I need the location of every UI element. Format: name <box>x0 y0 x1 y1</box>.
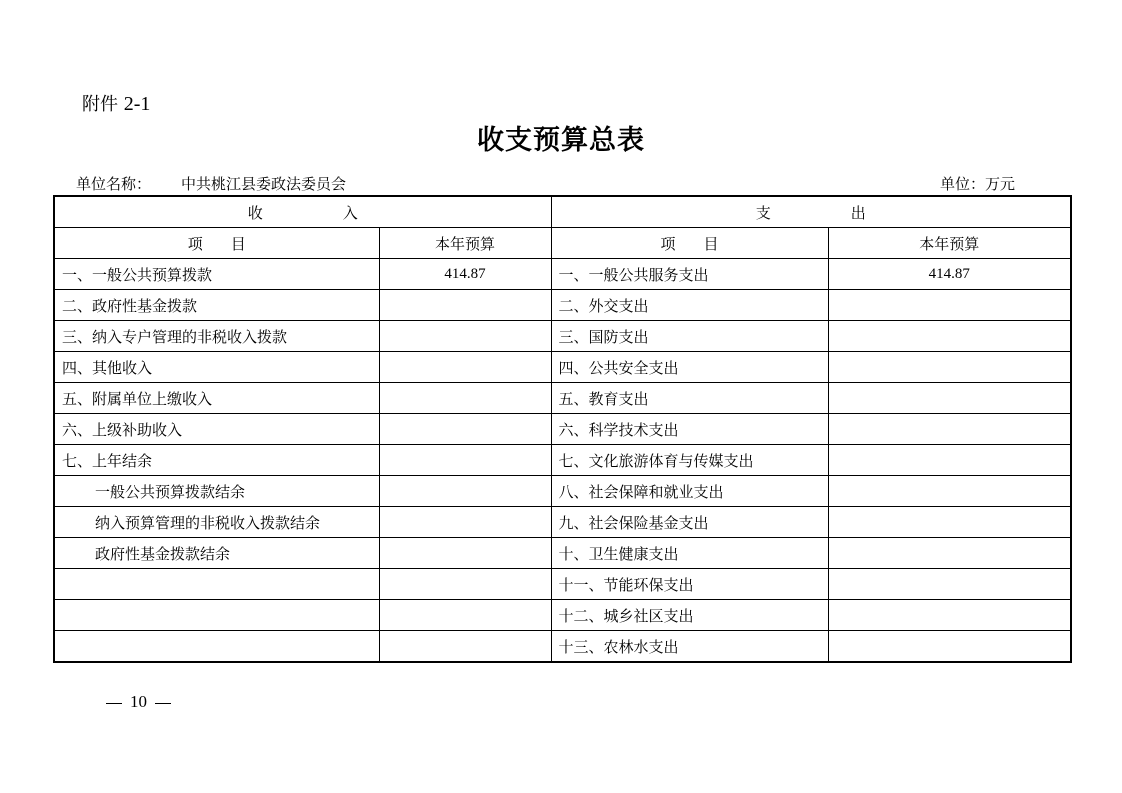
table-row <box>54 600 1071 631</box>
expense-amount-cell <box>828 631 1071 663</box>
expense-group-char-1: 支 <box>755 203 771 222</box>
income-amount-cell <box>379 507 551 538</box>
income-item-cell: 五、附属单位上缴收入 <box>54 383 379 414</box>
income-item-cell: 二、政府性基金拨款 <box>54 290 379 321</box>
table-row <box>54 507 1071 538</box>
income-amount-cell <box>379 321 551 352</box>
table-row <box>54 445 1071 476</box>
table-row <box>54 569 1071 600</box>
income-item-header-char-1: 项 <box>187 234 203 253</box>
expense-group-header <box>551 196 1071 228</box>
income-item-cell <box>54 631 379 663</box>
income-item-cell: 六、上级补助收入 <box>54 414 379 445</box>
table-row <box>54 414 1071 445</box>
expense-amount-cell <box>828 414 1071 445</box>
expense-amount-cell <box>828 476 1071 507</box>
expense-amount-cell <box>828 321 1071 352</box>
income-item-cell: 政府性基金拨款结余 <box>54 538 379 569</box>
expense-item-cell: 一、一般公共服务支出 <box>551 259 828 290</box>
expense-item-header <box>551 228 828 259</box>
income-amount-cell <box>379 476 551 507</box>
unit-name-value: 中共桃江县委政法委员会 <box>181 175 347 193</box>
expense-item-cell: 九、社会保险基金支出 <box>551 507 828 538</box>
group-header-row <box>54 196 1071 228</box>
table-row <box>54 352 1071 383</box>
income-amount-cell <box>379 538 551 569</box>
page-number <box>98 692 179 712</box>
income-item-cell: 七、上年结余 <box>54 445 379 476</box>
table-row <box>54 321 1071 352</box>
income-amount-header: 本年预算 <box>379 228 551 259</box>
income-item-cell: 一、一般公共预算拨款 <box>54 259 379 290</box>
column-header-row <box>54 228 1071 259</box>
income-amount-cell <box>379 631 551 663</box>
expense-item-cell: 三、国防支出 <box>551 321 828 352</box>
expense-item-header-char-2: 目 <box>703 234 719 253</box>
income-item-header <box>54 228 379 259</box>
attachment-label-text: 附件 <box>82 94 118 115</box>
income-group-char-1: 收 <box>247 203 263 222</box>
income-amount-cell <box>379 352 551 383</box>
expense-amount-cell <box>828 352 1071 383</box>
income-group-char-2: 入 <box>342 203 358 222</box>
income-item-header-char-2: 目 <box>230 234 246 253</box>
table-row <box>54 538 1071 569</box>
expense-item-cell: 十三、农林水支出 <box>551 631 828 663</box>
expense-item-cell: 六、科学技术支出 <box>551 414 828 445</box>
income-item-cell: 纳入预算管理的非税收入拨款结余 <box>54 507 379 538</box>
expense-item-cell: 十二、城乡社区支出 <box>551 600 828 631</box>
unit-name-label: 单位名称： <box>76 175 152 193</box>
income-item-cell: 四、其他收入 <box>54 352 379 383</box>
expense-amount-cell <box>828 445 1071 476</box>
expense-amount-cell <box>828 290 1071 321</box>
attachment-number: 2-1 <box>123 93 151 115</box>
income-group-header <box>54 196 551 228</box>
table-row <box>54 290 1071 321</box>
expense-amount-cell <box>828 507 1071 538</box>
income-amount-cell <box>379 600 551 631</box>
expense-item-cell: 七、文化旅游体育与传媒支出 <box>551 445 828 476</box>
income-item-cell <box>54 600 379 631</box>
income-item-cell: 一般公共预算拨款结余 <box>54 476 379 507</box>
table-row <box>54 259 1071 290</box>
expense-amount-cell <box>828 569 1071 600</box>
expense-amount-header: 本年预算 <box>828 228 1071 259</box>
income-item-cell: 三、纳入专户管理的非税收入拨款 <box>54 321 379 352</box>
income-amount-cell <box>379 414 551 445</box>
expense-item-cell: 八、社会保障和就业支出 <box>551 476 828 507</box>
page-dash-right <box>155 703 171 704</box>
income-amount-cell <box>379 290 551 321</box>
income-amount-cell: 414.87 <box>379 259 551 290</box>
expense-item-cell: 十一、节能环保支出 <box>551 569 828 600</box>
expense-amount-cell <box>828 538 1071 569</box>
expense-item-header-char-1: 项 <box>660 234 676 253</box>
expense-group-char-2: 出 <box>850 203 866 222</box>
page-number-value: 10 <box>130 692 147 711</box>
income-amount-cell <box>379 569 551 600</box>
unit-label: 单位：万元 <box>940 175 1016 193</box>
attachment-label <box>82 90 150 116</box>
expense-amount-cell <box>828 600 1071 631</box>
table-row <box>54 476 1071 507</box>
expense-amount-cell <box>828 383 1071 414</box>
expense-amount-cell: 414.87 <box>828 259 1071 290</box>
expense-item-cell: 四、公共安全支出 <box>551 352 828 383</box>
unit-name-line <box>76 173 346 194</box>
expense-item-cell: 二、外交支出 <box>551 290 828 321</box>
income-amount-cell <box>379 383 551 414</box>
budget-summary-table <box>53 195 1072 663</box>
income-item-cell <box>54 569 379 600</box>
table-row <box>54 631 1071 663</box>
table-row <box>54 383 1071 414</box>
expense-item-cell: 十、卫生健康支出 <box>551 538 828 569</box>
income-amount-cell <box>379 445 551 476</box>
page-dash-left <box>106 703 122 704</box>
expense-item-cell: 五、教育支出 <box>551 383 828 414</box>
page-title: 收支预算总表 <box>477 125 645 156</box>
